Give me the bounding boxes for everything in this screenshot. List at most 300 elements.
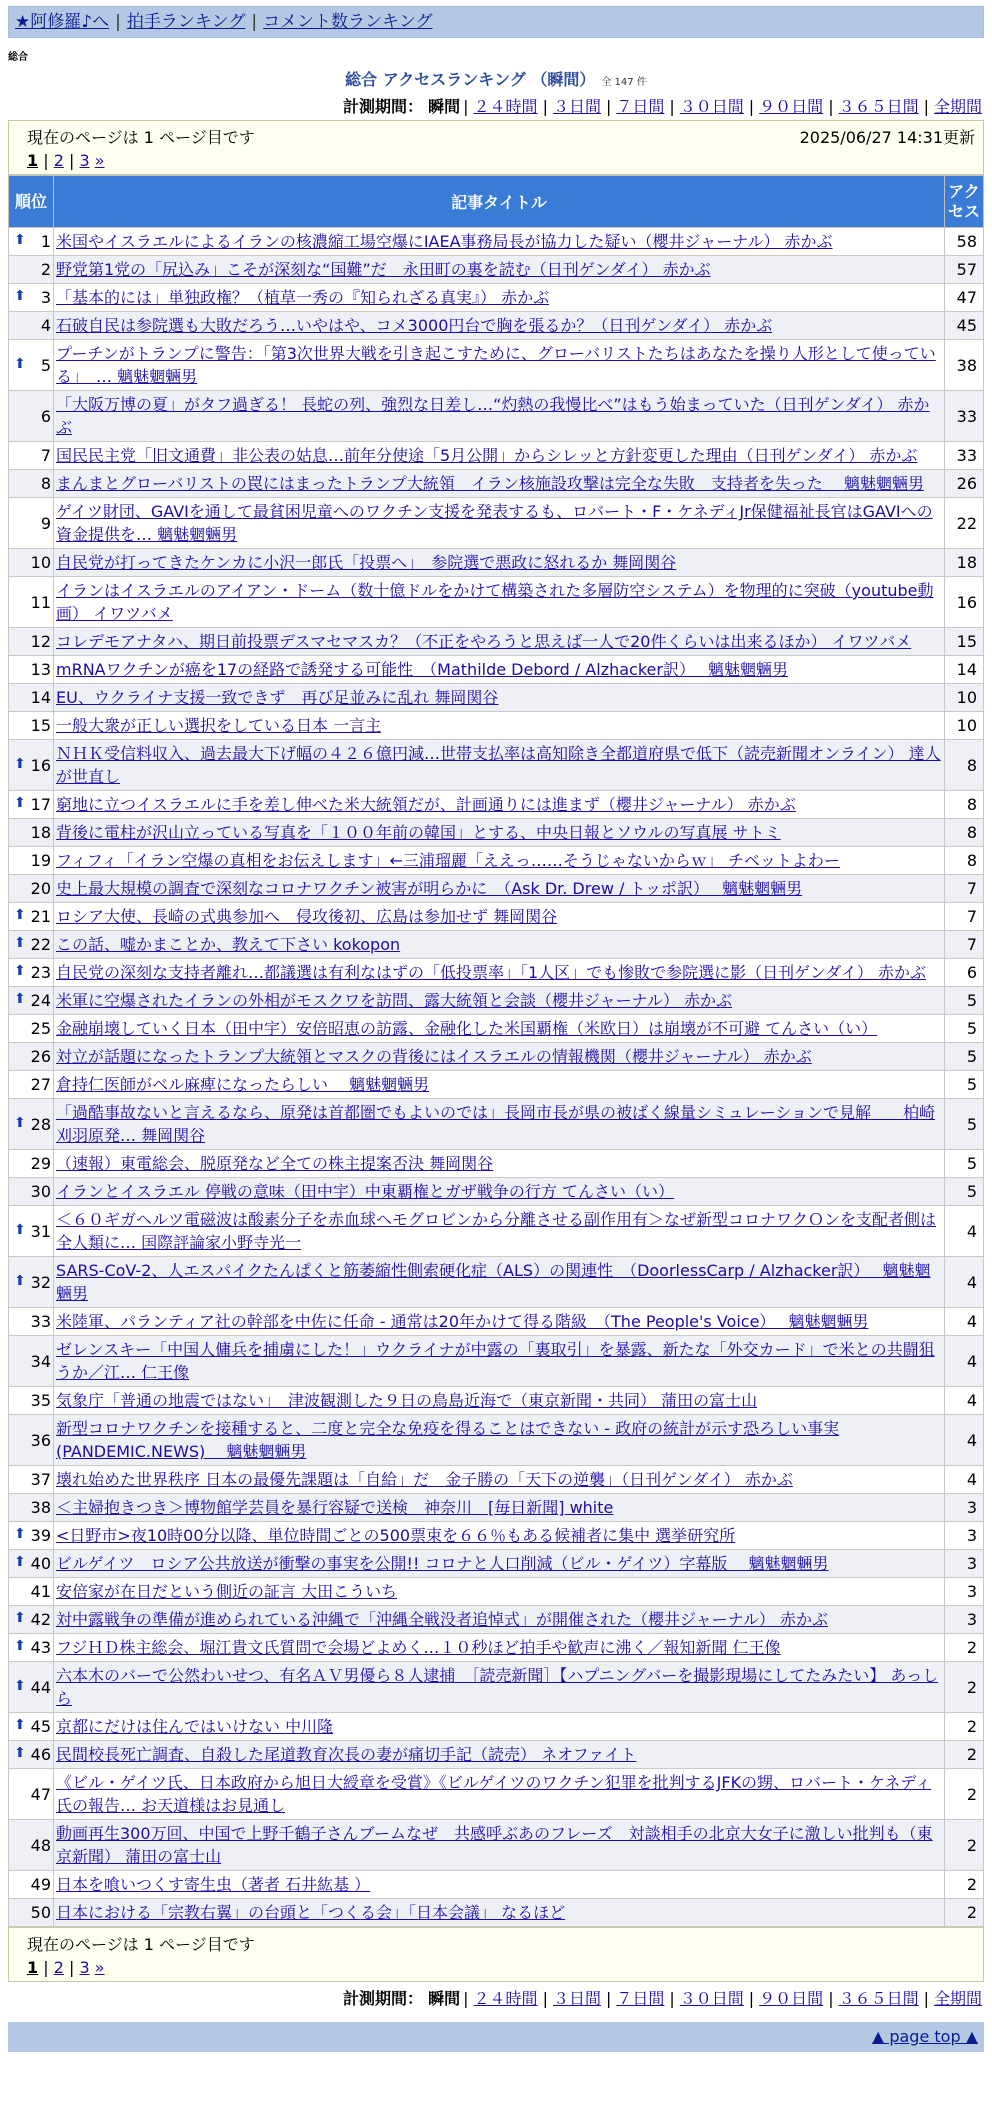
access-count: 45	[945, 312, 984, 340]
table-row	[9, 1662, 984, 1713]
period-link-24h-bottom[interactable]: ２４時間	[473, 1989, 538, 2008]
title-cell	[54, 1578, 945, 1606]
access-count: 14	[945, 656, 984, 684]
title-cell	[54, 228, 945, 256]
rank-cell	[9, 847, 54, 875]
period-link-all-bottom[interactable]: 全期間	[933, 1989, 982, 2008]
table-row	[9, 1178, 984, 1206]
rank-cell	[9, 340, 54, 391]
table-row	[9, 959, 984, 987]
article-title-link[interactable]: 米軍に空爆されたイランの外相がモスクワを訪問、露大統領と会談（櫻井ジャーナル） 赤かぶ	[56, 991, 732, 1010]
rank-number: 14	[30, 688, 51, 707]
title-cell	[54, 712, 945, 740]
title-cell	[54, 875, 945, 903]
page-link-3-bottom[interactable]: 3	[79, 1958, 90, 1977]
rank-up-arrow-icon: ⬆	[14, 755, 26, 772]
rank-cell	[9, 1769, 54, 1820]
rank-up-arrow-icon: ⬆	[14, 1717, 26, 1733]
table-row	[9, 1522, 984, 1550]
period-link-365d[interactable]: ３６５日間	[838, 97, 919, 116]
title-cell	[54, 959, 945, 987]
rank-cell	[9, 1494, 54, 1522]
rank-cell	[9, 442, 54, 470]
rank-cell	[9, 1550, 54, 1578]
nav-link-comment-ranking[interactable]: コメント数ランキング	[263, 12, 433, 32]
access-count: 38	[945, 340, 984, 391]
article-title-link[interactable]: 「過酷事故ないと言えるなら、原発は首都圏でもよいのでは」長岡市長が県の被ばく線量シミュレーションで見解 柏崎刈羽原発… 舞岡関谷	[56, 1103, 936, 1145]
access-count: 2	[945, 1634, 984, 1662]
table-row	[9, 1578, 984, 1606]
table-row	[9, 1099, 984, 1150]
rank-cell	[9, 1820, 54, 1871]
rank-up-arrow-icon: ⬆	[14, 795, 26, 811]
title-cell	[54, 1466, 945, 1494]
rank-number: 50	[30, 1903, 51, 1922]
access-count: 10	[945, 684, 984, 712]
access-count: 3	[945, 1522, 984, 1550]
rank-cell	[9, 1257, 54, 1308]
rank-cell	[9, 1308, 54, 1336]
article-title-link[interactable]: 壊れ始めた世界秩序 日本の最優先課題は「自給」だ 金子勝の「天下の逆襲」（日刊ゲンダイ） 赤かぶ	[56, 1470, 793, 1489]
rank-cell	[9, 1522, 54, 1550]
access-count: 2	[945, 1871, 984, 1899]
article-title-link[interactable]: 対中露戦争の準備が進められている沖縄で「沖縄全戦没者追悼式」が開催された（櫻井ジャーナル） 赤かぶ	[56, 1610, 828, 1629]
table-row	[9, 228, 984, 256]
access-count: 4	[945, 1257, 984, 1308]
access-count: 2	[945, 1899, 984, 1927]
access-count: 16	[945, 577, 984, 628]
rank-number: 3	[40, 288, 51, 307]
title-cell	[54, 931, 945, 959]
table-row	[9, 1741, 984, 1769]
period-link-90d-bottom[interactable]: ９０日間	[759, 1989, 824, 2008]
period-current-bottom: 瞬間	[428, 1989, 461, 2008]
access-count: 3	[945, 1606, 984, 1634]
page-current-bottom: 1	[27, 1958, 39, 1977]
article-title-link[interactable]: ゲイツ財団、GAVIを通して最貧困児童へのワクチン支援を発表するも、ロバート・F・ケネディJr保健福祉長官はGAVIへの資金提供を… 魑魅魍魎男	[56, 502, 933, 544]
table-row	[9, 1634, 984, 1662]
rank-up-arrow-icon: ⬆	[14, 1272, 26, 1289]
article-title-link[interactable]: 《ビル・ゲイツ氏、日本政府から旭日大綬章を受賞》《ビルゲイツのワクチン犯罪を批判するJFKの甥、ロバート・ケネディ氏の報告… お天道様はお見通し	[56, 1773, 932, 1815]
rank-cell	[9, 312, 54, 340]
rank-number: 34	[30, 1351, 51, 1371]
title-cell	[54, 1522, 945, 1550]
article-title-link[interactable]: 金融崩壊していく日本（田中宇）安倍昭恵の訪露、金融化した米国覇権（米欧日）は崩壊が不可避 てんさい（い）	[56, 1019, 878, 1038]
rank-number: 33	[30, 1312, 51, 1331]
table-row	[9, 442, 984, 470]
article-title-link[interactable]: 史上最大規模の調査で深刻なコロナワクチン被害が明らかに （Ask Dr. Drew / トッポ訳） 魑魅魍魎男	[56, 879, 803, 898]
page-link-3[interactable]: 3	[79, 151, 90, 170]
rank-number: 36	[30, 1430, 51, 1450]
header-access: アクセス	[945, 176, 984, 228]
period-link-90d[interactable]: ９０日間	[759, 97, 824, 116]
title-cell	[54, 1043, 945, 1071]
article-title-link[interactable]: 野党第1党の「尻込み」こそが深刻な“国難”だ 永田町の裏を読む（日刊ゲンダイ） 赤かぶ	[56, 260, 711, 279]
access-count: 4	[945, 1415, 984, 1466]
rank-number: 19	[30, 851, 51, 870]
access-count: 2	[945, 1741, 984, 1769]
article-title-link[interactable]: 「大阪万博の夏」がタフ過ぎる！ 長蛇の列、強烈な日差し…“灼熱の我慢比べ”はもう始まっていた（日刊ゲンダイ） 赤かぶ	[56, 395, 930, 437]
rank-number: 11	[30, 592, 51, 612]
title-cell	[54, 1308, 945, 1336]
page-info-top	[8, 120, 984, 175]
article-title-link[interactable]: 自民党が打ってきたケンカに小沢一郎氏「投票へ」 参院選で悪政に怒れるか 舞岡関谷	[56, 553, 677, 572]
table-row	[9, 256, 984, 284]
access-count: 4	[945, 1308, 984, 1336]
access-count: 2	[945, 1820, 984, 1871]
rank-cell	[9, 1099, 54, 1150]
access-count: 8	[945, 819, 984, 847]
page-top-link[interactable]: ▲ page top ▲	[871, 2027, 978, 2046]
rank-cell	[9, 1899, 54, 1927]
rank-cell	[9, 256, 54, 284]
title-cell	[54, 470, 945, 498]
bottom-bar	[8, 2022, 984, 2052]
article-title-link[interactable]: 石破自民は参院選も大敗だろう…いやはや、コメ3000円台で胸を張るか？（日刊ゲンダイ） 赤かぶ	[56, 316, 773, 335]
rank-cell	[9, 1741, 54, 1769]
table-row	[9, 684, 984, 712]
rank-number: 44	[30, 1677, 51, 1697]
article-title-link[interactable]: 「基本的には」単独政権？（植草一秀の『知られざる真実』） 赤かぶ	[56, 288, 550, 307]
access-count: 8	[945, 791, 984, 819]
title-cell	[54, 1099, 945, 1150]
title-cell	[54, 819, 945, 847]
page-link-2[interactable]: 2	[53, 151, 64, 170]
table-row	[9, 391, 984, 442]
rank-up-arrow-icon: ⬆	[14, 991, 26, 1007]
title-cell	[54, 987, 945, 1015]
access-count: 33	[945, 391, 984, 442]
rank-number: 24	[30, 991, 51, 1010]
rank-up-arrow-icon: ⬆	[14, 1221, 26, 1238]
article-title-link[interactable]: この話、嘘かまことか、教えて下さい kokopon	[56, 935, 401, 954]
rank-number: 42	[30, 1610, 51, 1629]
rank-up-arrow-icon: ⬆	[14, 1745, 26, 1761]
rank-cell	[9, 549, 54, 577]
article-title-link[interactable]: ＜主婦抱きつき＞博物館学芸員を暴行容疑で送検 神奈川 [毎日新聞] white	[56, 1498, 614, 1517]
rank-number: 8	[40, 474, 51, 493]
title-cell	[54, 577, 945, 628]
table-row	[9, 1336, 984, 1387]
access-count: 5	[945, 1178, 984, 1206]
rank-cell	[9, 875, 54, 903]
period-link-365d-bottom[interactable]: ３６５日間	[838, 1989, 919, 2008]
rank-number: 35	[30, 1391, 51, 1410]
page-info-bottom	[8, 1927, 984, 1982]
access-count: 18	[945, 549, 984, 577]
table-row	[9, 1308, 984, 1336]
access-count: 2	[945, 1713, 984, 1741]
rank-cell	[9, 228, 54, 256]
article-title-link[interactable]: 一般大衆が正しい選択をしている日本 一言主	[56, 716, 382, 735]
table-row	[9, 498, 984, 549]
ranking-table	[8, 175, 984, 1927]
rank-cell	[9, 1387, 54, 1415]
period-link-7d-bottom[interactable]: ７日間	[616, 1989, 665, 2008]
nav-link-applause-ranking[interactable]: 拍手ランキング	[126, 12, 246, 32]
article-title-link[interactable]: フジＨＤ株主総会、堀江貴文氏質問で会場どよめく…１０秒ほど拍手や歓声に沸く／報知新聞 仁王像	[56, 1638, 781, 1657]
access-count: 7	[945, 903, 984, 931]
article-title-link[interactable]: 気象庁「普通の地震ではない」 津波観測した９日の鳥島近海で（東京新聞・共同） 蒲田の富士山	[56, 1391, 758, 1410]
rank-cell	[9, 577, 54, 628]
article-title-link[interactable]: 動画再生300万回、中国で上野千鶴子さんブームなぜ 共感呼ぶあのフレーズ 対談相手の北京大女子に激しい批判も（東京新聞） 蒲田の富士山	[56, 1824, 933, 1866]
rank-cell	[9, 684, 54, 712]
title-cell	[54, 1713, 945, 1741]
rank-number: 21	[30, 907, 51, 926]
rank-number: 41	[30, 1582, 51, 1601]
table-row	[9, 1466, 984, 1494]
rank-number: 5	[40, 355, 51, 375]
rank-cell	[9, 1871, 54, 1899]
period-link-7d[interactable]: ７日間	[616, 97, 665, 116]
title-cell	[54, 1494, 945, 1522]
ranking-table-body	[9, 228, 984, 1927]
rank-cell	[9, 1336, 54, 1387]
rank-number: 25	[30, 1019, 51, 1038]
table-row	[9, 819, 984, 847]
period-link-3d-bottom[interactable]: ３日間	[552, 1989, 601, 2008]
title-cell	[54, 1606, 945, 1634]
rank-up-arrow-icon: ⬆	[14, 1677, 26, 1694]
rank-number: 13	[30, 660, 51, 679]
article-title-link[interactable]: EU、ウクライナ支援一致できず 再び足並みに乱れ 舞岡関谷	[56, 688, 499, 707]
article-title-link[interactable]: 六本木のバーで公然わいせつ、有名ＡＶ男優ら８人逮捕 ［読売新聞］【ハプニングバーを撮影現場にしてたみたい】 あっしら	[56, 1666, 939, 1708]
article-title-link[interactable]: 倉持仁医師がベル麻痺になったらしい 魑魅魍魎男	[56, 1075, 430, 1094]
access-count: 3	[945, 1578, 984, 1606]
header-rank: 順位	[9, 176, 54, 228]
table-row	[9, 740, 984, 791]
rank-number: 22	[30, 935, 51, 954]
article-title-link[interactable]: ビルゲイツ ロシア公共放送が衝撃の事実を公開!! コロナと人口削減（ビル・ゲイツ）字幕版 魑魅魍魎男	[56, 1554, 829, 1573]
title-cell	[54, 391, 945, 442]
article-title-link[interactable]: ゼレンスキー「中国人傭兵を捕虜にした！」ウクライナが中露の「裏取引」を暴露、新たな「外交カード」で米との共闘狙うか／江… 仁王像	[56, 1340, 935, 1382]
access-count: 4	[945, 1206, 984, 1257]
table-row	[9, 712, 984, 740]
rank-number: 29	[30, 1154, 51, 1173]
access-count: 7	[945, 931, 984, 959]
rank-cell	[9, 1415, 54, 1466]
title-cell	[54, 1899, 945, 1927]
rank-number: 20	[30, 879, 51, 898]
period-link-30d[interactable]: ３０日間	[679, 97, 744, 116]
access-count: 2	[945, 1769, 984, 1820]
rank-number: 38	[30, 1498, 51, 1517]
period-label-bottom: 計測期間：	[343, 1989, 424, 2008]
article-title-link[interactable]: （速報）東電総会、脱原発など全ての株主提案否決 舞岡関谷	[56, 1154, 494, 1173]
rank-up-arrow-icon: ⬆	[14, 232, 26, 248]
access-count: 58	[945, 228, 984, 256]
rank-number: 37	[30, 1470, 51, 1489]
period-link-30d-bottom[interactable]: ３０日間	[679, 1989, 744, 2008]
rank-cell	[9, 1713, 54, 1741]
page-title: 総合 アクセスランキング （瞬間）	[345, 70, 596, 89]
table-row	[9, 847, 984, 875]
rank-number: 45	[30, 1717, 51, 1736]
access-count: 5	[945, 1015, 984, 1043]
article-title-link[interactable]: ロシア大使、長崎の式典参加へ 侵攻後初、広島は参加せず 舞岡関谷	[56, 907, 558, 926]
article-title-link[interactable]: まんまとグローバリストの罠にはまったトランプ大統領 イラン核施設攻撃は完全な失敗 支持者を失った 魑魅魍魎男	[56, 474, 924, 493]
rank-cell	[9, 391, 54, 442]
access-count: 6	[945, 959, 984, 987]
title-cell	[54, 498, 945, 549]
table-row	[9, 1043, 984, 1071]
table-row	[9, 1015, 984, 1043]
rank-number: 43	[30, 1638, 51, 1657]
article-title-link[interactable]: 自民党の深刻な支持者離れ…都議選は有利なはずの「低投票率」「1人区」でも惨敗で参院選に影（日刊ゲンダイ） 赤かぶ	[56, 963, 926, 982]
top-nav-bar	[8, 6, 984, 38]
page-link-next-bottom[interactable]: »	[94, 1958, 105, 1977]
article-title-link[interactable]: ＮＨＫ受信料収入、過去最大下げ幅の４２６億円減…世帯支払率は高知除き全都道府県で低下（読売新聞オンライン） 達人が世直し	[56, 744, 941, 786]
rank-number: 48	[30, 1835, 51, 1855]
table-row	[9, 1071, 984, 1099]
rank-up-arrow-icon: ⬆	[14, 1638, 26, 1654]
current-page-text: 現在のページは 1 ページ目です	[27, 128, 255, 147]
title-cell	[54, 442, 945, 470]
page-title-area	[8, 67, 984, 90]
article-title-link[interactable]: 京都にだけは住んではいけない 中川隆	[56, 1717, 334, 1736]
title-cell	[54, 284, 945, 312]
rank-number: 6	[40, 406, 51, 426]
title-cell	[54, 1415, 945, 1466]
rank-number: 7	[40, 446, 51, 465]
nav-link-asyura[interactable]: ★阿修羅♪へ	[15, 12, 110, 32]
table-row	[9, 1550, 984, 1578]
access-count: 10	[945, 712, 984, 740]
rank-cell	[9, 1071, 54, 1099]
period-selector-top: 計測期間： 瞬間 | ２４時間 | ３日間 | ７日間 | ３０日間 | ９０日間 | ３６５日間 | 全期間	[343, 97, 982, 116]
rank-number: 18	[30, 823, 51, 842]
rank-up-arrow-icon: ⬆	[14, 907, 26, 923]
article-title-link[interactable]: mRNAワクチンが癌を17の経路で誘発する可能性 （Mathilde Debord / Alzhacker訳） 魑魅魍魎男	[56, 660, 789, 679]
article-title-link[interactable]: プーチンがトランプに警告：「第3次世界大戦を引き起こすために、グローバリストたちはあなたを操り人形として使っている」 … 魑魅魍魎男	[56, 344, 936, 386]
rank-up-arrow-icon: ⬆	[14, 1526, 26, 1542]
title-cell	[54, 1178, 945, 1206]
current-page-text-bottom: 現在のページは 1 ページ目です	[27, 1935, 255, 1954]
rank-cell	[9, 1206, 54, 1257]
rank-up-arrow-icon: ⬆	[14, 935, 26, 951]
article-title-link[interactable]: 国民民主党「旧文通費」非公表の姑息…前年分使途「5月公開」からシレッと方針変更した理由（日刊ゲンダイ） 赤かぶ	[56, 446, 918, 465]
table-row	[9, 987, 984, 1015]
access-count: 4	[945, 1387, 984, 1415]
rank-cell	[9, 1662, 54, 1713]
table-row	[9, 312, 984, 340]
title-cell	[54, 1257, 945, 1308]
article-title-link[interactable]: 民間校長死亡調査、自殺した尾道教育次長の妻が痛切手記（読売） ネオファイト	[56, 1745, 637, 1764]
access-count: 4	[945, 1466, 984, 1494]
table-row	[9, 903, 984, 931]
title-cell	[54, 791, 945, 819]
access-count: 8	[945, 740, 984, 791]
period-link-3d[interactable]: ３日間	[552, 97, 601, 116]
table-row	[9, 875, 984, 903]
table-row	[9, 1150, 984, 1178]
access-count: 22	[945, 498, 984, 549]
article-title-link[interactable]: 日本における「宗教右翼」の台頭と「つくる会」「日本会議」 なるほど	[56, 1903, 566, 1922]
article-title-link[interactable]: イランはイスラエルのアイアン・ドーム（数十億ドルをかけて構築された多層防空システム）を物理的に突破（youtube動画） イワツバメ	[56, 581, 934, 623]
period-link-all[interactable]: 全期間	[933, 97, 982, 116]
rank-number: 16	[30, 755, 51, 775]
title-cell	[54, 1015, 945, 1043]
rank-cell	[9, 1043, 54, 1071]
table-row	[9, 1871, 984, 1899]
article-title-link[interactable]: 米陸軍、パランティア社の幹部を中佐に任命 - 通常は20年かけて得る階級 （The People's Voice） 魑魅魍魎男	[56, 1312, 869, 1331]
access-count: 57	[945, 256, 984, 284]
article-title-link[interactable]: 米国やイスラエルによるイランの核濃縮工場空爆にIAEA事務局長が協力した疑い（櫻井ジャーナル） 赤かぶ	[56, 232, 833, 251]
rank-number: 26	[30, 1047, 51, 1066]
title-cell	[54, 847, 945, 875]
table-row	[9, 1257, 984, 1308]
rank-number: 27	[30, 1075, 51, 1094]
access-count: 5	[945, 987, 984, 1015]
period-link-24h[interactable]: ２４時間	[473, 97, 538, 116]
rank-cell	[9, 1178, 54, 1206]
access-count: 15	[945, 628, 984, 656]
article-title-link[interactable]: 背後に電柱が沢山立っている写真を「１００年前の韓国」とする、中央日報とソウルの写真展 サトミ	[56, 823, 781, 842]
rank-cell	[9, 284, 54, 312]
article-title-link[interactable]: SARS-CoV-2、人エスパイクたんぱくと筋萎縮性側索硬化症（ALS）の関連性 （DoorlessCarp / Alzhacker訳） 魑魅魍魎男	[56, 1261, 931, 1303]
title-cell	[54, 1820, 945, 1871]
rank-number: 10	[30, 553, 51, 572]
rank-number: 4	[40, 316, 51, 335]
access-count: 26	[945, 470, 984, 498]
table-row	[9, 340, 984, 391]
title-cell	[54, 740, 945, 791]
page-link-next[interactable]: »	[94, 151, 105, 170]
rank-cell	[9, 1606, 54, 1634]
rank-number: 47	[30, 1784, 51, 1804]
title-cell	[54, 628, 945, 656]
article-title-link[interactable]: 安倍家が在日だという側近の証言 大田こういち	[56, 1582, 398, 1601]
article-title-link[interactable]: コレデモアナタハ、期日前投票デスマセマスカ？（不正をやろうと思えば一人で20件くらいは出来るほか） イワツバメ	[56, 632, 912, 651]
rank-cell	[9, 931, 54, 959]
table-row	[9, 577, 984, 628]
period-selector-bottom: 計測期間： 瞬間 | ２４時間 | ３日間 | ７日間 | ３０日間 | ９０日間 | ３６５日間 | 全期間	[343, 1989, 982, 2008]
header-title: 記事タイトル	[54, 176, 945, 228]
article-title-link[interactable]: フィフィ「イラン空爆の真相をお伝えします」←三浦瑠麗「ええっ……そうじゃないからｗ」 チベットよわー	[56, 851, 840, 870]
article-title-link[interactable]: <日野市>夜10時00分以降、単位時間ごとの500票束を６６％もある候補者に集中 選挙研究所	[56, 1526, 736, 1545]
rank-number: 46	[30, 1745, 51, 1764]
table-row	[9, 1415, 984, 1466]
article-title-link[interactable]: ＜６０ギガヘルツ電磁波は酸素分子を赤血球ヘモグロビンから分離させる副作用有＞なぜ新型コロナワクＯンを支配者側は全人類に… 国際評論家小野寺光一	[56, 1210, 937, 1252]
article-title-link[interactable]: イランとイスラエル 停戦の意味（田中宇）中東覇権とガザ戦争の行方 てんさい（い）	[56, 1182, 675, 1201]
rank-up-arrow-icon: ⬆	[14, 1610, 26, 1626]
article-title-link[interactable]: 新型コロナワクチンを接種すると、二度と完全な免疫を得ることはできない - 政府の統計が示す恐ろしい事実(PANDEMIC.NEWS) 魑魅魍魎男	[56, 1419, 840, 1461]
rank-number: 28	[30, 1114, 51, 1134]
article-title-link[interactable]: 対立が話題になったトランプ大統領とマスクの背後にはイスラエルの情報機関（櫻井ジャーナル） 赤かぶ	[56, 1047, 812, 1066]
title-cell	[54, 1769, 945, 1820]
rank-number: 9	[40, 513, 51, 533]
title-cell	[54, 1662, 945, 1713]
pagination-top: 1 | 2 | 3 »	[27, 151, 105, 170]
rank-number: 30	[30, 1182, 51, 1201]
table-row	[9, 931, 984, 959]
rank-cell	[9, 1466, 54, 1494]
rank-number: 32	[30, 1272, 51, 1292]
article-title-link[interactable]: 日本を喰いつくす寄生虫（著者 石井紘基 ）	[56, 1875, 371, 1894]
rank-cell	[9, 903, 54, 931]
article-title-link[interactable]: 窮地に立つイスラエルに手を差し伸べた米大統領だが、計画通りには進まず（櫻井ジャーナル） 赤かぶ	[56, 795, 796, 814]
title-cell	[54, 1336, 945, 1387]
rank-number: 31	[30, 1221, 51, 1241]
access-count: 3	[945, 1494, 984, 1522]
table-row	[9, 1387, 984, 1415]
table-row	[9, 791, 984, 819]
rank-cell	[9, 1015, 54, 1043]
access-count: 7	[945, 875, 984, 903]
page-link-2-bottom[interactable]: 2	[53, 1958, 64, 1977]
period-label: 計測期間：	[343, 97, 424, 116]
rank-number: 15	[30, 716, 51, 735]
